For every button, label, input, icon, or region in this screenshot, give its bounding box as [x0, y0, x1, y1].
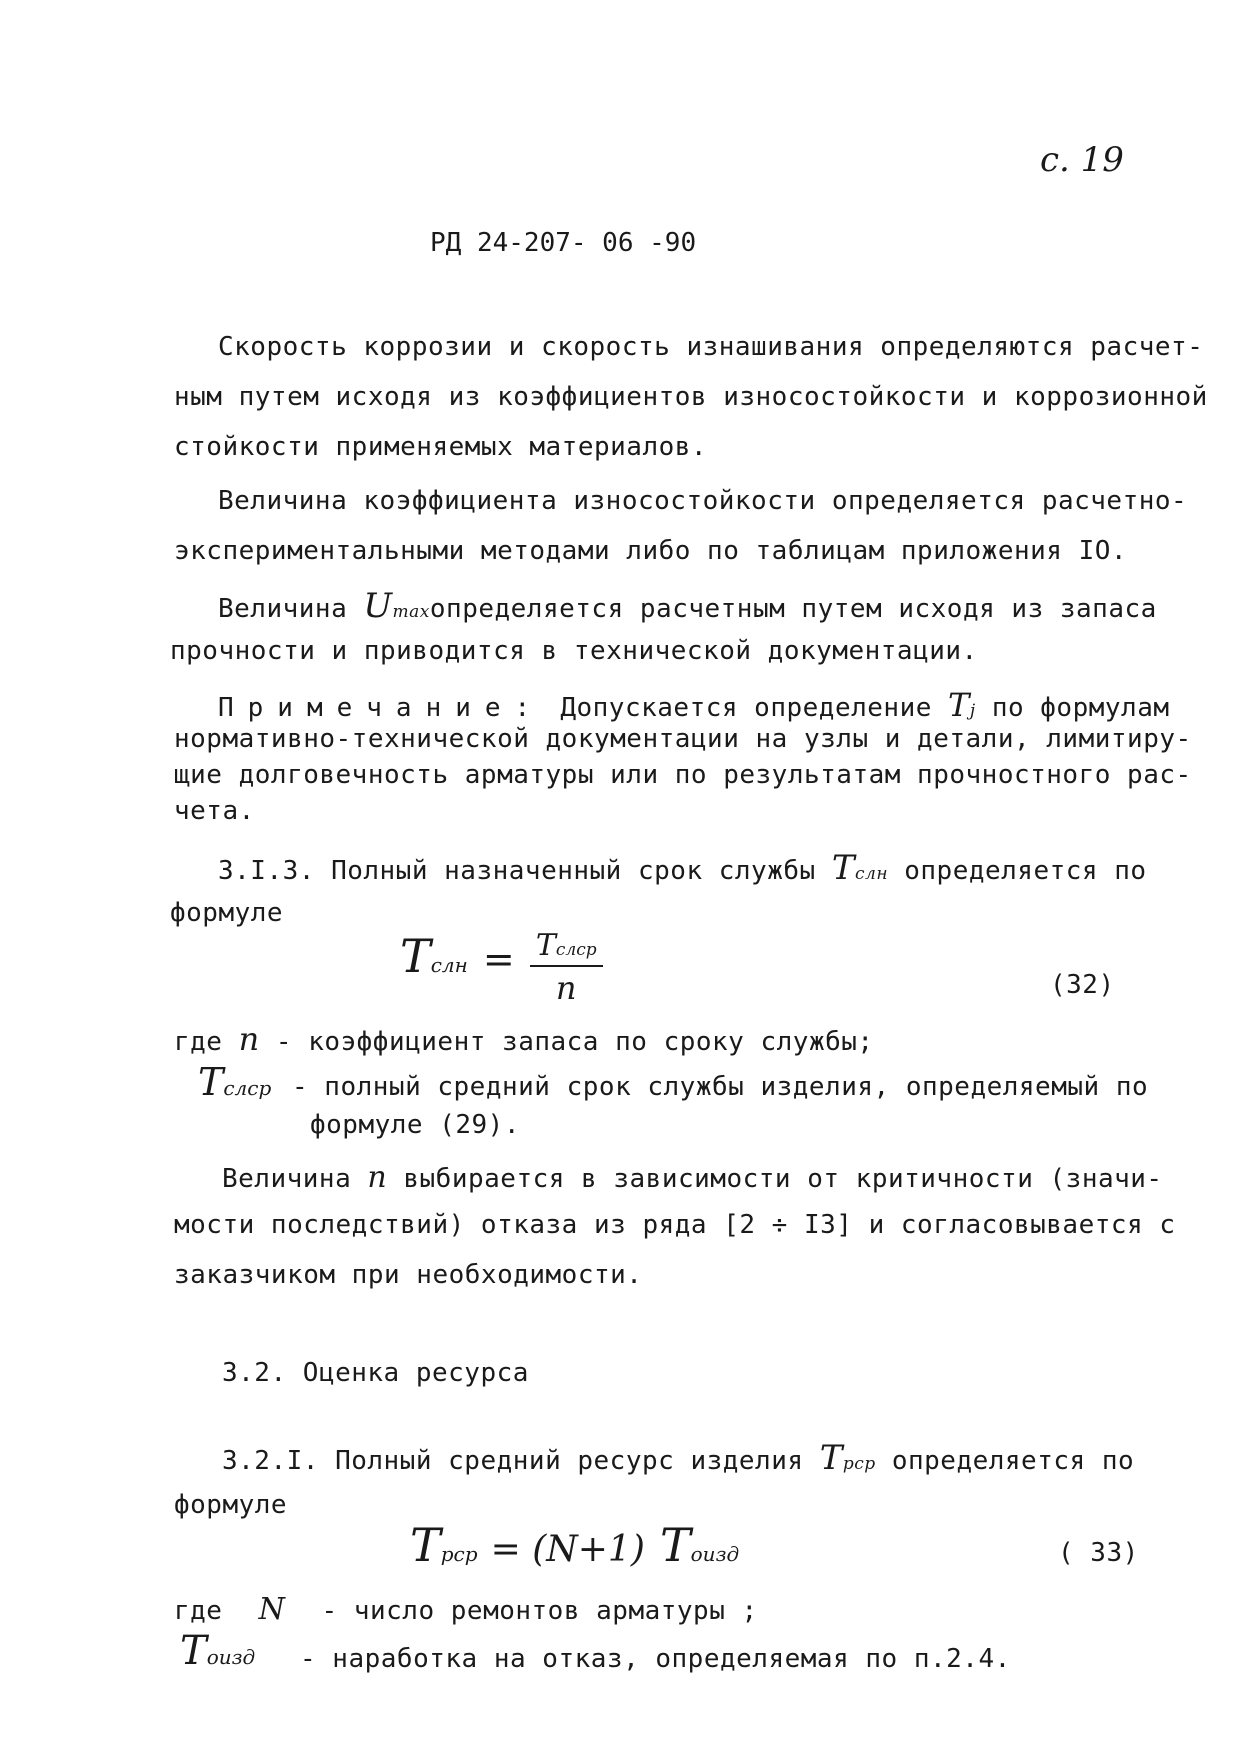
- t-sln-symbol: T: [831, 848, 856, 888]
- eq32-numerator: [530, 928, 603, 967]
- para1-line2: ным путем исходя из коэффициентов износостойкости и коррозионной: [174, 382, 1208, 412]
- eq33-rhs-symbol: T: [659, 1518, 691, 1572]
- u-max-symbol: U: [363, 586, 393, 626]
- eq32-number: (32): [1050, 970, 1115, 1000]
- where32-label: где: [174, 1027, 223, 1057]
- eq33-number: ( 33): [1058, 1538, 1139, 1568]
- para4-line2: мости последствий) отказа из ряда [2 ÷ I3] и согласовывается с: [174, 1210, 1176, 1240]
- where33-t-symbol-wrap: [180, 1628, 255, 1674]
- para4-line1: [222, 1160, 1163, 1195]
- eq32-lhs: T: [400, 929, 431, 983]
- s321-post: определяется по: [891, 1446, 1135, 1476]
- para2-line1: Величина коэффициента износостойкости определяется расчетно-: [218, 486, 1188, 516]
- para2-line2: экспериментальными методами либо по таблицам приложения IO.: [174, 536, 1128, 566]
- where32-n-desc: - коэффициент запаса по сроку службы;: [275, 1027, 874, 1057]
- u-max-subscript: max: [392, 602, 430, 622]
- where33-n-desc: - число ремонтов арматуры ;: [321, 1596, 758, 1626]
- where33-n-symbol: N: [258, 1592, 286, 1627]
- eq32-lhs-subscript: слн: [430, 953, 468, 977]
- eq33-rhs-subscript: оизд: [690, 1542, 740, 1566]
- eq32-equals: =: [482, 937, 515, 981]
- note-pre: Допускается определение: [560, 693, 932, 723]
- where33-t-symbol: T: [180, 1628, 207, 1674]
- t-j-subscript: j: [969, 701, 976, 721]
- note-line3: щие долговечность арматуры или по результатам прочностного рас-: [174, 760, 1192, 790]
- where32-t-desc1: - полный средний срок службы изделия, определяемый по: [292, 1072, 1149, 1102]
- where33-t-desc: - наработка на отказ, определяемая по п.2.4.: [300, 1644, 1011, 1674]
- eq32-fraction: [530, 928, 603, 1007]
- eq32-num-subscript: слср: [555, 940, 597, 960]
- para1-line1: Скорость коррозии и скорость изнашивания определяются расчет-: [218, 332, 1204, 362]
- note-post: по формулам: [991, 693, 1170, 723]
- eq33-lhs-subscript: рср: [440, 1542, 478, 1566]
- eq32-num-symbol: T: [535, 928, 556, 963]
- document-code: РД 24-207- 06 -90: [430, 228, 697, 258]
- s321-pre: 3.2.I. Полный средний ресурс изделия: [222, 1446, 804, 1476]
- eq33-rhs-pre: = (N+1): [490, 1529, 645, 1570]
- t-rsr-symbol: T: [819, 1438, 843, 1478]
- s313-post: определяется по: [904, 856, 1147, 886]
- where32-t-symbol: T: [198, 1060, 224, 1104]
- section-3-2-title: 3.2. Оценка ресурса: [222, 1358, 529, 1388]
- s321-line2: формуле: [174, 1490, 288, 1520]
- equation-32: [400, 928, 603, 1007]
- s313-line1: [218, 848, 1147, 888]
- where33-line1: [174, 1592, 758, 1627]
- eq33-lhs: T: [410, 1518, 441, 1572]
- page-number: с. 19: [1040, 140, 1124, 180]
- note-line2: нормативно-технической документации на узлы и детали, лимитиру-: [174, 724, 1192, 754]
- t-j-symbol: T: [948, 686, 970, 724]
- para3-pre: Величина: [218, 594, 348, 624]
- where33-label: где: [174, 1596, 223, 1626]
- eq32-denominator: n: [555, 969, 577, 1007]
- where33-t-subscript: оизд: [206, 1645, 256, 1669]
- para1-line3: стойкости применяемых материалов.: [174, 432, 708, 462]
- s321-line1: [222, 1438, 1134, 1478]
- where32-n-symbol: n: [238, 1020, 260, 1058]
- para4-n-symbol: n: [367, 1160, 388, 1195]
- t-sln-subscript: слн: [855, 864, 889, 884]
- t-rsr-subscript: рср: [842, 1454, 876, 1474]
- note-line4: чета.: [174, 796, 255, 826]
- where32-t-desc2: формуле (29).: [310, 1110, 520, 1140]
- s313-pre: 3.I.3. Полный назначенный срок службы: [218, 856, 816, 886]
- where32-line1: [174, 1020, 874, 1058]
- para4-pre: Величина: [222, 1164, 352, 1194]
- note-line1: [218, 686, 1170, 724]
- para3-line2: прочности и приводится в технической документации.: [170, 636, 978, 666]
- s313-line2: формуле: [170, 898, 284, 928]
- equation-33: [410, 1518, 739, 1572]
- para4-line3: заказчиком при необходимости.: [174, 1260, 643, 1290]
- para4-post: выбирается в зависимости от критичности (значи-: [403, 1164, 1163, 1194]
- para3-line1: [218, 586, 1157, 626]
- where32-t-subscript: слср: [223, 1076, 272, 1100]
- where32-t-symbol-wrap: [198, 1060, 271, 1104]
- note-label: Примечание:: [218, 693, 545, 723]
- para3-post: определяется расчетным путем исходя из запаса: [429, 594, 1157, 624]
